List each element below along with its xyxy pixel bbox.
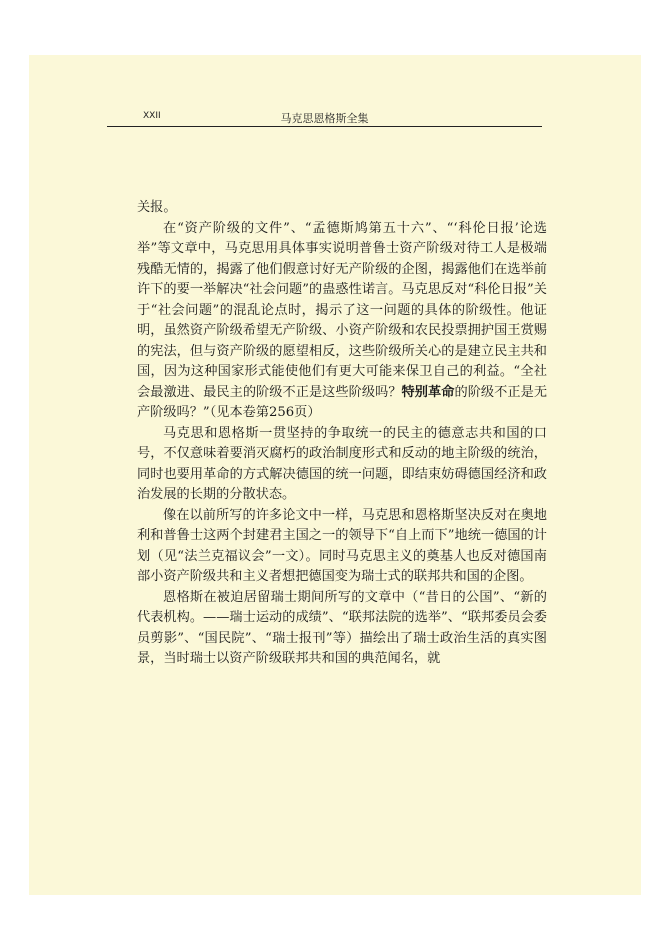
paragraph: 像在以前所写的许多论文中一样，马克思和恩格斯坚决反对在奥地利和普鲁士这两个封建君主国之一的领导下“自上而下”地统一德国的计划（见“法兰克福议会”一文）。同时马克思主义的奠基人也反对德国南部小资产阶级共和主义者想把德国变为瑞士式的联邦共和国的企图。 [137,507,547,584]
running-header [107,108,542,127]
page-number: XXII [143,111,161,121]
body-text [137,198,547,670]
paragraph: 恩格斯在被迫居留瑞士期间所写的文章中（“昔日的公国”、“新的代表机构。——瑞士运动的成绩”、“联邦法院的选举”、“联邦委员会委员剪影”、“国民院”、“瑞士报刊”等）描绘出了瑞士政治生活的真实图景，当时瑞士以资产阶级联邦共和国的典范闻名，就 [137,589,547,666]
paragraph [137,219,547,424]
emphasized-text: 特别革命 [401,384,455,400]
paragraph-text: 在“资产阶级的文件”、“孟德斯鸠第五十六”、“‘科伦日报’论选举”等文章中，马克思用具体事实说明普鲁士资产阶级对待工人是极端残酷无情的，揭露了他们假意讨好无产阶级的企图，揭露他们在选举前许下的要一举解决“社会问题”的蛊惑性诺言。马克思反对“科伦日报”关于“社会问题”的混乱论点时，揭示了这一问题的具体的阶级性。他证明，虽然资产阶级希望无产阶级、小资产阶级和农民投票拥护国王赏赐的宪法，但与资产阶级的愿望相反，这些阶级所关心的是建立民主共和国，因为这种国家形式能使他们有更大可能来保卫自己的利益。“全社会最激进、最民主的阶级不正是这些阶级吗？ [137,220,547,400]
paragraph: 关报。 [137,200,177,215]
paragraph: 马克思和恩格斯一贯坚持的争取统一的民主的德意志共和国的口号，不仅意味着要消灭腐朽的政治制度形式和反动的地主阶级的统治，同时也要用革命的方式解决德国的统一问题，即结束妨碍德国经济和政治发展的长期的分散状态。 [137,425,547,502]
paragraph-text: 的阶级不正是无产阶级吗？”（见本卷第256页） [137,384,548,420]
book-title: 马克思恩格斯全集 [280,112,369,125]
